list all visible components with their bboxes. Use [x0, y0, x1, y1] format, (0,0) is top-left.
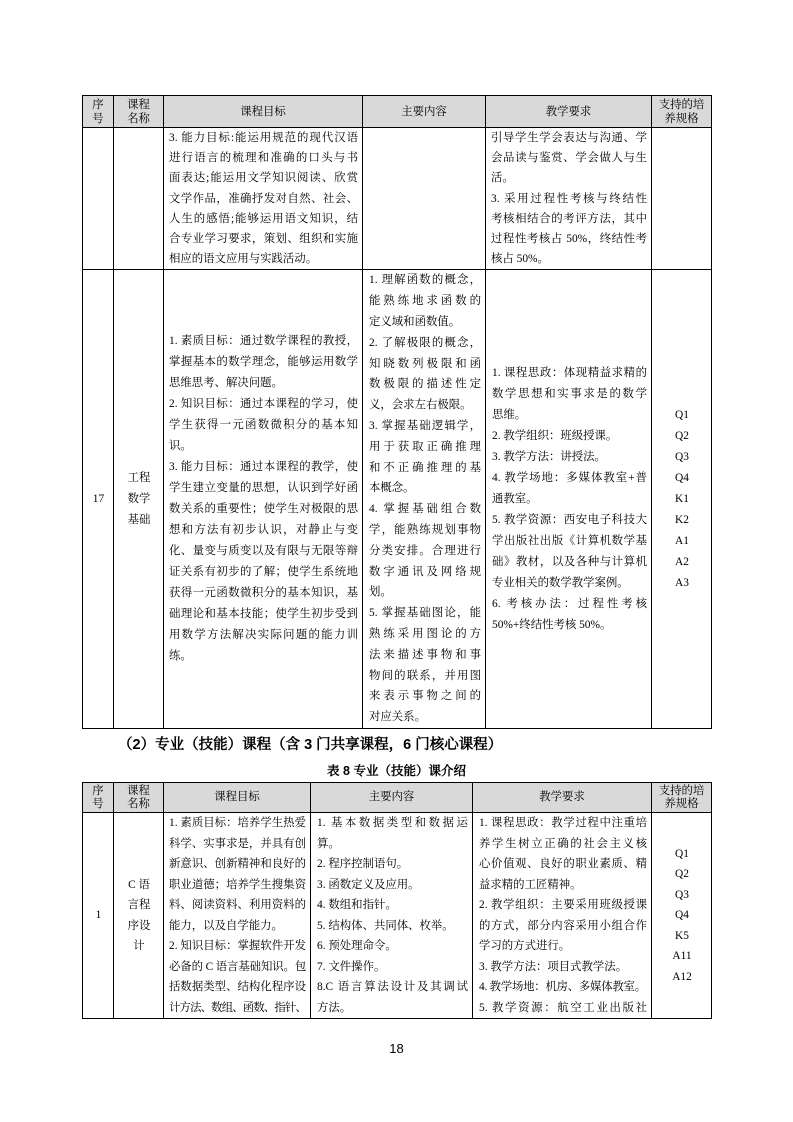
content-item	[317, 957, 468, 978]
requirement-item	[479, 977, 647, 998]
text-line: 和不正确推理的基	[369, 461, 481, 474]
course-name-line: 言程	[127, 899, 151, 911]
course-name-line: 计	[133, 940, 145, 952]
spec-code: Q1	[675, 408, 689, 421]
header-label-line: 名称	[127, 112, 150, 125]
text-line: 分类安排。合理进行	[369, 544, 481, 557]
page-number: 18	[389, 1041, 404, 1056]
requirement-item	[492, 363, 647, 426]
requirement-item	[492, 468, 647, 510]
teaching-requirements-cell	[486, 128, 652, 270]
course-table-continued	[82, 95, 712, 729]
text-line: 1. 理解函数的概念，	[369, 274, 481, 287]
content-item	[317, 875, 468, 896]
header-label-line: 养规格	[664, 797, 699, 810]
text-line: 1. 课程思政：教学过程中注重培	[479, 817, 647, 829]
text-line: 证关系有初步的了解；使学生系统地	[169, 566, 358, 579]
spec-code: A3	[675, 576, 689, 589]
header-label-line: 号	[92, 797, 104, 810]
teaching-requirements-cell	[473, 813, 652, 1019]
course-goal-item	[169, 128, 358, 269]
course-name-cell	[114, 813, 164, 1019]
spec-code: Q4	[675, 471, 689, 484]
text-line: 6. 考核办法：过程性考核	[492, 597, 647, 610]
course-name-line: 数学	[127, 492, 151, 505]
text-line: 1. 课程思政：体现精益求精的	[492, 366, 647, 379]
text-line: 算。	[317, 837, 340, 850]
text-line: 数极限的描述性定	[369, 378, 481, 391]
course-table-8	[82, 782, 712, 1019]
text-line: 学生获得一元函数微积分的基本知	[169, 419, 358, 432]
text-line: 4. 数组和指针。	[317, 899, 397, 911]
course-goals-cell	[164, 270, 363, 729]
text-line: 对应关系。	[369, 711, 426, 724]
requirement-item	[479, 957, 647, 978]
text-line: 文学作品，准确抒发对自然、社会、	[169, 192, 358, 205]
text-line: 划。	[369, 586, 392, 599]
text-line: 知晓数列极限和函	[369, 357, 481, 370]
course-name-cell	[114, 270, 164, 729]
course-goal-item	[169, 394, 358, 457]
text-line: 思维思考、解决问题。	[169, 377, 283, 390]
text-line: 2. 了解极限的概念，	[369, 336, 481, 349]
text-line: 定义域和函数值。	[369, 316, 461, 329]
supported-specs-cell	[652, 270, 712, 729]
header-label-line: 名称	[127, 797, 150, 810]
spec-code: A11	[672, 950, 692, 963]
spec-code: A2	[675, 555, 689, 568]
requirement-item	[492, 594, 647, 636]
header-cell-teaching-requirements	[473, 783, 652, 813]
supported-specs-cell	[652, 128, 712, 270]
text-line: 想和方法有初步认识，对静止与变	[169, 524, 358, 537]
text-line: 面表达;能运用文学知识阅读、欣赏	[169, 172, 358, 185]
text-line: 科学、实事求是，并具有创	[169, 837, 306, 850]
text-line: 4. 教学场地：多媒体教室+普	[492, 471, 647, 484]
text-line: 引导学生学会表达与沟通、学	[491, 132, 647, 144]
row-number-cell: 17	[83, 270, 114, 729]
text-line: 的方式，部分内容采用小组合作	[479, 919, 647, 932]
content-item	[317, 895, 468, 916]
header-label-line: 课程目标	[240, 105, 286, 118]
course-name-line: 基础	[127, 513, 151, 526]
header-label-line: 序	[92, 784, 104, 797]
header-cell-supported-specs	[652, 96, 712, 128]
spec-code: A1	[675, 534, 689, 547]
text-line: 人生的感悟;能够运用语文知识，结	[169, 212, 358, 225]
text-line: 进行语言的梳理和准确的口头与书	[169, 152, 358, 165]
text-line: 本概念。	[369, 482, 415, 495]
text-line: 来表示事物之间的	[369, 690, 481, 703]
teaching-requirements-cell	[486, 270, 652, 729]
requirement-item	[492, 447, 647, 468]
content-item	[317, 813, 468, 854]
table-row	[83, 270, 712, 729]
course-goal-item	[169, 457, 358, 667]
text-line: 益求精的工匠精神。	[479, 878, 582, 891]
text-line: 5. 教学资源：西安电子科技大	[492, 513, 647, 526]
text-line: 2. 知识目标：通过本课程的学习，使	[169, 398, 358, 411]
content-item	[369, 270, 481, 332]
text-line: 3. 采用过程性考核与终结性	[491, 192, 647, 205]
spec-code: Q3	[675, 888, 689, 901]
requirement-item	[491, 128, 647, 189]
content-item	[369, 499, 481, 603]
text-line: 学生建立变量的思想，认识到学好函	[169, 482, 358, 495]
requirement-item	[479, 998, 647, 1019]
text-line: 心价值观、良好的职业素质、精	[479, 858, 647, 870]
content-item	[317, 916, 468, 937]
text-line: 思维。	[492, 408, 527, 421]
content-item	[317, 854, 468, 875]
text-line: 会品读与鉴赏、学会做人与生	[491, 152, 647, 165]
row-number-cell	[83, 128, 114, 270]
spec-code: Q2	[675, 868, 689, 881]
text-line: 掌握基本的数学理念，能够运用数学	[169, 356, 358, 369]
requirement-item	[479, 895, 647, 957]
text-line: 养学生树立正确的社会主义核	[479, 837, 647, 850]
table-caption: 表 8 专业（技能）课介绍	[327, 764, 466, 778]
header-cell-course-name	[114, 783, 164, 813]
header-label-line: 教学要求	[539, 791, 585, 803]
header-label-line: 课程	[127, 98, 150, 111]
text-line: 计方法、数组、函数、指针、	[169, 1001, 306, 1014]
text-line: 通教室。	[492, 492, 538, 505]
text-line: 3. 函数定义及应用。	[317, 878, 420, 891]
text-line: 物间的联系，并用图	[369, 669, 481, 682]
text-line: 义，会求左右极限。	[369, 399, 472, 412]
text-line: 专业相关的数学教学案例。	[492, 576, 629, 589]
text-line: 用数学方法解决实际问题的能力训	[169, 629, 358, 642]
text-line: 2. 程序控制语句。	[317, 858, 409, 870]
text-line: 3. 能力目标：通过本课程的教学，使	[169, 461, 358, 474]
text-line: 4. 教学场地：机房、多媒体教室。	[479, 981, 646, 993]
header-cell-teaching-requirements	[486, 96, 652, 128]
spec-code: Q1	[675, 847, 689, 860]
spec-code: Q3	[675, 450, 689, 463]
text-line: 过程性考核占 50%，终结性考	[491, 233, 647, 246]
header-cell-main-content	[311, 783, 473, 813]
text-line: 础》教材，以及各种与计算机	[492, 555, 647, 568]
text-line: 相应的语文应用与实践活动。	[169, 253, 318, 266]
text-line: 能熟练地求函数的	[369, 295, 481, 308]
main-content-cell	[311, 813, 473, 1019]
course-name-line: 工程	[127, 471, 151, 484]
header-label-line: 支持的培	[658, 784, 705, 797]
row-number-cell: 1	[83, 813, 114, 1019]
table-header-row	[83, 783, 712, 813]
text-line: 核占 50%。	[491, 253, 549, 266]
text-line: 活。	[491, 172, 514, 185]
content-item	[317, 977, 468, 1018]
header-cell-main-content	[363, 96, 486, 128]
header-cell-no	[83, 96, 114, 128]
text-line: 8.C 语言算法设计及其调试	[317, 981, 468, 993]
text-line: 7. 文件操作。	[317, 960, 386, 973]
text-line: 1. 素质目标：培养学生热爱	[169, 817, 306, 829]
table-header-row	[83, 96, 712, 128]
text-line: 数关系的重要性；使学生对极限的思	[169, 503, 358, 516]
header-cell-no	[83, 783, 114, 813]
text-line: 1. 素质目标：通过数学课程的教授，	[169, 335, 358, 348]
text-line: 6. 预处理命令。	[317, 940, 397, 952]
text-line: 2. 教学组织：班级授课。	[492, 429, 618, 442]
text-line: 数学思想和实事求是的数学	[492, 387, 647, 400]
spec-code: A12	[672, 970, 692, 983]
table-row	[83, 128, 712, 270]
requirement-item	[492, 426, 647, 447]
text-line: 练。	[169, 650, 192, 663]
course-name-line: 序设	[127, 919, 151, 932]
supported-specs-cell	[652, 813, 712, 1019]
course-goals-cell	[164, 128, 363, 270]
content-item	[369, 333, 481, 416]
spec-code: Q4	[675, 909, 689, 922]
requirement-item	[492, 510, 647, 594]
course-name-line: C 语	[128, 878, 150, 891]
text-line: 4. 掌握基础组合数	[369, 503, 481, 516]
header-label-line: 课程	[127, 784, 150, 797]
content-item	[369, 603, 481, 728]
text-line: 识。	[169, 440, 192, 453]
header-label-line: 教学要求	[545, 105, 592, 118]
text-line: 1. 基本数据类型和数据运	[317, 817, 468, 829]
text-line: 3. 掌握基础逻辑学，	[369, 420, 481, 432]
header-label-line: 支持的培	[658, 98, 705, 111]
header-label-line: 号	[92, 112, 104, 125]
text-line: 必备的 C 语言基础知识。包	[169, 960, 306, 973]
table-row	[83, 813, 712, 1019]
course-name-cell	[114, 128, 164, 270]
main-content-cell	[363, 128, 486, 270]
text-line: 5. 教学资源：航空工业出版社	[479, 1001, 647, 1014]
text-line: 2. 教学组织：主要采用班级授课	[479, 899, 647, 911]
text-line: 3. 教学方法：项目式教学法。	[479, 960, 628, 973]
header-cell-supported-specs	[652, 783, 712, 813]
text-line: 方法。	[317, 1001, 352, 1014]
text-line: 化、量变与质变以及有限与无限等辩	[169, 545, 358, 558]
header-label-line: 主要内容	[401, 105, 447, 118]
text-line: 料、阅读资料、利用资料的	[169, 899, 306, 911]
text-line: 学，能熟练规划事物	[369, 523, 481, 536]
text-line: 熟练采用图论的方	[369, 627, 481, 640]
requirement-item	[479, 813, 647, 895]
course-goal-item	[169, 813, 306, 936]
text-line: 职业道德；培养学生搜集资	[169, 878, 306, 891]
header-cell-course-name	[114, 96, 164, 128]
main-content-cell	[363, 270, 486, 729]
text-line: 础理论和基本技能；使学生初步受到	[169, 608, 358, 621]
header-label-line: 主要内容	[368, 791, 415, 803]
requirement-item	[491, 189, 647, 270]
text-line: 5. 结构体、共同体、枚举。	[317, 919, 454, 932]
text-line: 新意识、创新精神和良好的	[169, 858, 306, 870]
text-line: 括数据类型、结构化程序设	[169, 981, 306, 993]
course-goal-item	[169, 331, 358, 394]
text-line: 能力，以及自学能力。	[169, 919, 283, 932]
section-heading: （2）专业（技能）课程（含 3 门共享课程，6 门核心课程）	[118, 737, 503, 753]
text-line: 合专业学习要求，策划、组织和实施	[169, 233, 358, 246]
course-goals-cell	[164, 813, 311, 1019]
text-line: 5. 掌握基础图论，能	[369, 607, 481, 620]
text-line: 用于获取正确推理	[369, 440, 481, 453]
text-line: 考核相结合的考评方法，其中	[491, 212, 647, 225]
text-line: 获得一元函数微积分的基本知识，基	[169, 587, 358, 600]
header-label-line: 养规格	[664, 112, 699, 125]
header-cell-course-goals	[164, 783, 311, 813]
spec-code: K1	[675, 492, 689, 505]
text-line: 3. 能力目标:能运用规范的现代汉语	[169, 132, 358, 144]
text-line: 2. 知识目标：掌握软件开发	[169, 940, 306, 952]
text-line: 3. 教学方法：讲授法。	[492, 450, 606, 463]
text-line: 学习的方式进行。	[479, 940, 571, 952]
course-goal-item	[169, 936, 306, 1018]
header-label-line: 序	[92, 98, 104, 111]
spec-code: K2	[675, 513, 689, 526]
text-line: 学出版社出版《计算机数学基	[492, 534, 647, 547]
text-line: 50%+终结性考核 50%。	[492, 618, 612, 631]
text-line: 法来描述事物和事	[369, 648, 481, 661]
header-label-line: 课程目标	[214, 791, 260, 803]
text-line: 数字通讯及网络规	[369, 565, 481, 578]
spec-code: K5	[675, 929, 689, 942]
header-cell-course-goals	[164, 96, 363, 128]
content-item	[369, 416, 481, 499]
content-item	[317, 936, 468, 957]
spec-code: Q2	[675, 429, 689, 442]
